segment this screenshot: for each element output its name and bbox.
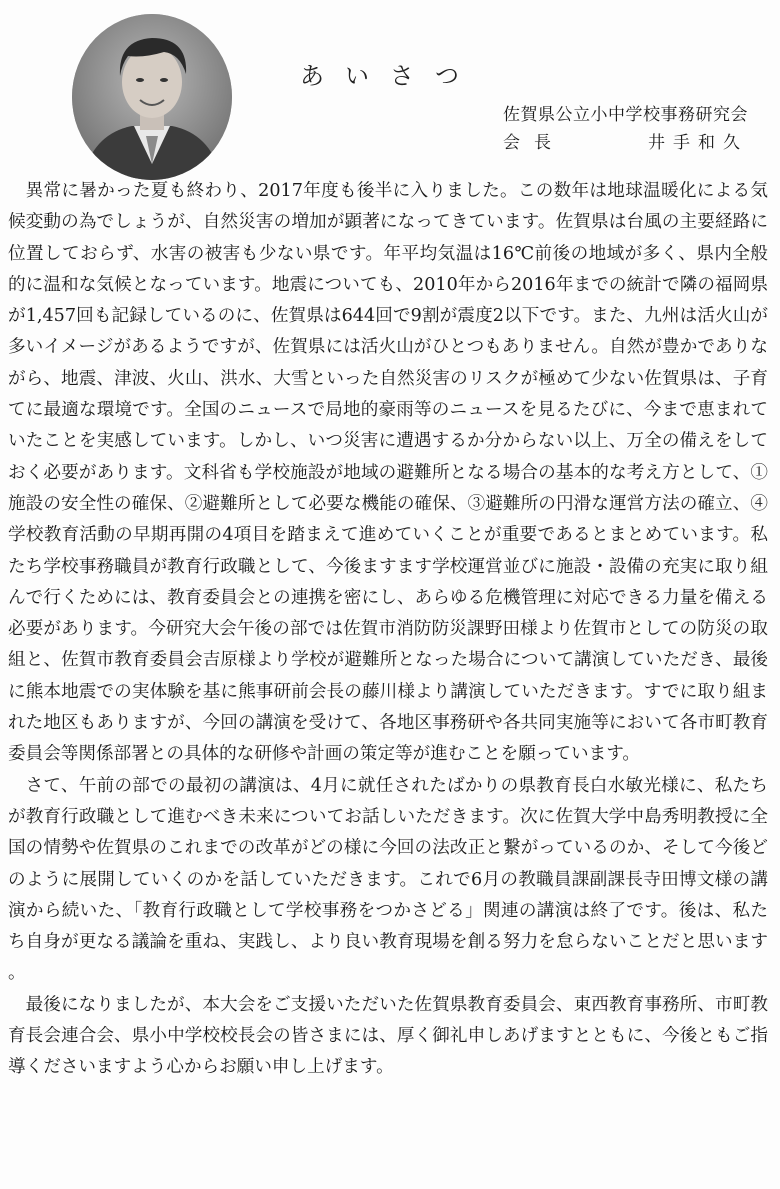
paragraph: 異常に暑かった夏も終わり、2017年度も後半に入りました。この数年は地球温暖化による気候変動の為でしょうが、自然災害の増加が顕著になってきています。佐賀県は台風の主要経路に位置しておらず、水害の被害も少ない県です。年平均気温は16℃前後の地域が多く、県内全般的に温和な気候となっています。地震についても、2010年から2016年までの統計で隣の福岡県が1,457回も記録しているのに、佐賀県は644回で9割が震度2以下です。また、九州は活火山が多いイメージがあるようですが、佐賀県には活火山がひとつもありません。自然が豊かでありながら、地震、津波、火山、洪水、大雪といった自然災害のリスクが極めて少ない佐賀県は、子育てに最適な環境です。全国のニュースで局地的豪雨等のニュースを見るたびに、今まで恵まれていたことを実感しています。しかし、いつ災害に遭遇するか分からない以上、万全の備えをしておく必要があります。文科省も学校施設が地域の避難所となる場合の基本的な考え方として、①施設の安全性の確保、②避難所として必要な機能の確保、③避難所の円滑な運営方法の確立、④学校教育活動の早期再開の4項目を踏まえて進めていくことが重要であるとまとめています。私たち学校事務職員が教育行政職として、今後ますます学校運営並びに施設・設備の充実に取り組んで行くためには、教育委員会との連携を密にし、あらゆる危機管理に対応できる力量を備える必要があります。今研究大会午後の部では佐賀市消防防災課野田様より佐賀市としての防災の取組と、佐賀市教育委員会吉原様より学校が避難所となった場合について講演していただき、最後に熊本地震での実体験を基に熊事研前会長の藤川様より講演していただきます。すでに取り組まれた地区もありますが、今回の講演を受けて、各地区事務研や各共同実施等において各市町教育委員会等関係部署との具体的な研修や計画の策定等が進むことを願っています。 xyxy=(8,181,768,765)
author-name: 井手和久 xyxy=(648,133,748,153)
organization-name: 佐賀県公立小中学校事務研究会 xyxy=(503,105,748,125)
author-line xyxy=(503,128,748,153)
greeting-body xyxy=(8,176,768,1084)
page-title: あいさつ xyxy=(300,62,480,90)
author-role: 会長 xyxy=(503,133,565,153)
paragraph: さて、午前の部での最初の講演は、4月に就任されたばかりの県教育長白水敏光様に、私たちが教育行政職として進むべき未来についてお話しいただきます。次に佐賀大学中島秀明教授に全国の情勢や佐賀県のこれまでの改革がどの様に今回の法改正と繋がっているのか、そして今後どのように展開していくのかを話していただきます。これで6月の教職員課副課長寺田博文様の講演から続いた、「教育行政職として学校事務をつかさどる」関連の講演は終了です。後は、私たち自身が更なる議論を重ね、実践し、より良い教育現場を創る努力を怠らないことだと思います。 xyxy=(8,775,768,984)
person-photo-icon xyxy=(72,14,232,180)
paragraph: 最後になりましたが、本大会をご支援いただいた佐賀県教育委員会、東西教育事務所、市町教育長会連合会、県小中学校校長会の皆さまには、厚く御礼申しあげますとともに、今後ともご指導くださいますよう心からお願い申し上げます。 xyxy=(8,994,768,1078)
portrait-photo xyxy=(72,14,232,180)
